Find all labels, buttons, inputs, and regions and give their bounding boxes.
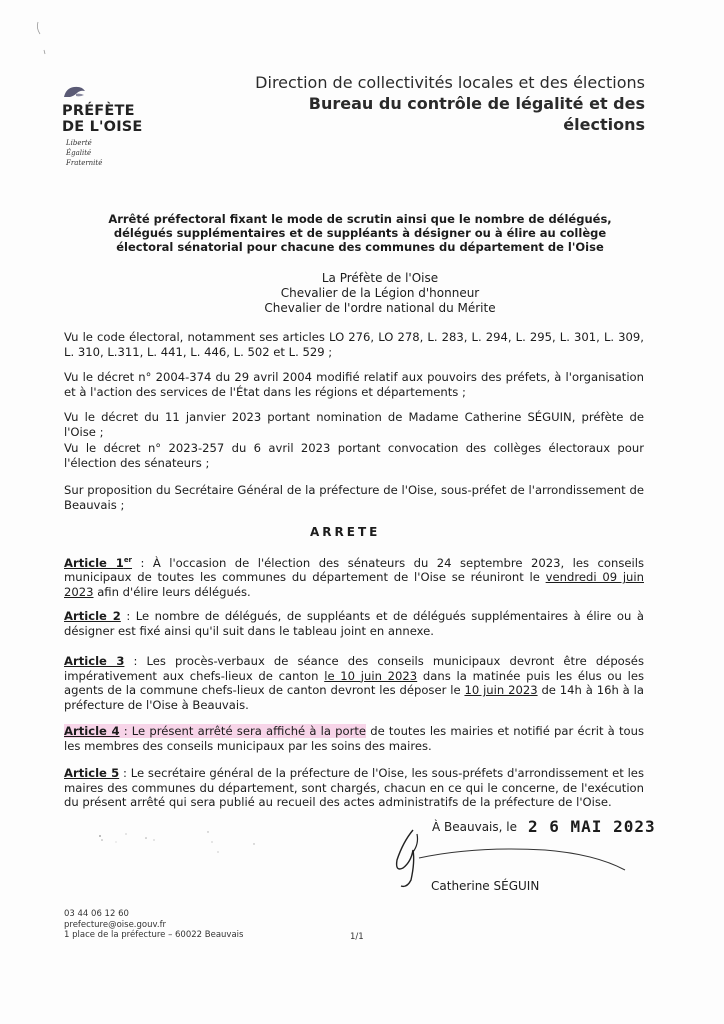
article-4-highlighted-text: : Le présent arrêté sera affiché à la porte [119,724,367,738]
article-4 [64,724,644,753]
consideration-decret-2004: Vu le décret n° 2004-374 du 29 avril 2004 modifié relatif aux pouvoirs des préfets, à l'organisation et à l'action des services de l'État dans les régions et départements ; [64,370,644,399]
article-3-label: Article 3 [64,654,125,668]
article-4-highlight [64,724,366,738]
article-2-label: Article 2 [64,609,121,623]
article-1 [64,553,644,599]
footer-phone: 03 44 06 12 60 [64,909,129,919]
prefecture-name [62,103,143,135]
footer-address: 1 place de la préfecture – 60022 Beauvais [64,930,244,940]
article-3-text: : Les procès-verbaux de séance des conseils municipaux devront être déposés impérativement aux chefs-lieux de canton [64,654,644,683]
consideration-decret-nomination: Vu le décret du 11 janvier 2023 portant nomination de Madame Catherine SÉGUIN, préfète de l'Oise ; [64,410,644,439]
article-3-text: dans la matinée puis les élus ou les agents de la commune chefs-lieux de canton devront les déposer le [64,668,644,697]
article-3-date-2: 10 juin 2023 [464,683,538,697]
arrete-heading: ARRETE [310,525,381,539]
article-3-date-1: le 10 juin 2023 [324,668,418,683]
prefecture-name-line1: PRÉFÈTE [62,103,135,119]
article-1-text: : À l'occasion de l'élection des sénateurs du 24 septembre 2023, les conseils municipaux de toutes les communes du département de l'Oise se réuniront le [64,555,644,585]
scan-artifact-mark [30,20,50,60]
consideration-proposition: Sur proposition du Secrétaire Général de la préfecture de l'Oise, sous-préfet de l'arrondissement de Beauvais ; [64,483,644,512]
signature-place: À Beauvais, le [432,820,517,834]
article-5-text: : Le secrétaire général de la préfecture de l'Oise, les sous-préfets d'arrondissement et les maires des communes du département, sont chargés, chacun en ce qui le concerne, de l'exécution du présent arrêté qui sera publié au recueil des actes administratifs de la préfecture de l'Oise. [64,766,644,809]
article-5 [64,766,644,810]
motto-liberte: Liberté [66,139,92,147]
article-1-text-end: afin d'élire leurs délégués. [93,584,251,599]
article-5-label: Article 5 [64,766,120,780]
footer-email: prefecture@oise.gouv.fr [64,919,167,930]
article-4-label: Article 4 [64,724,120,738]
signatory-block [230,271,530,316]
article-4-text: de toutes les mairies et notifié par écrit à tous les membres des conseils municipaux par les soins des maires. [64,724,644,753]
marianne-logo-icon [62,85,88,99]
signatory-line: La Préfète de l'Oise [321,271,439,285]
bureau-name: Bureau du contrôle de légalité et des élections [308,94,645,134]
consideration-code-electoral: Vu le code électoral, notamment ses articles LO 276, LO 278, L. 283, L. 294, L. 295, L. 301, L. 309, L. 310, L.311, L. 441, L. 446, L. 502 et L. 529 ; [64,330,644,359]
decree-title: Arrêté préfectoral fixant le mode de scrutin ainsi que le nombre de délégués, délégués supplémentaires et de suppléants à désigner ou à élire au collège électoral sénatorial pour chacune des communes du département de l'Oise [108,212,612,254]
page-number: 1/1 [350,932,364,942]
motto-fraternite: Fraternité [66,159,103,167]
signatory-line: Chevalier de l'ordre national du Mérite [264,301,496,315]
footer-contact [64,909,243,941]
signer-name: Catherine SÉGUIN [431,879,540,893]
date-stamp: 2 6 MAI 2023 [528,817,656,836]
article-2-text: : Le nombre de délégués, de suppléants et de délégués supplémentaires à élire ou à désigner est fixé ainsi qu'il suit dans le tableau joint en annexe. [64,609,644,638]
prefecture-name-line2: DE L'OISE [62,119,143,135]
article-3-text: de 14h à 16h à la préfecture de l'Oise à Beauvais. [64,683,644,712]
department-header [255,72,645,135]
scan-noise-marks [96,826,256,866]
republic-motto [66,138,102,168]
article-1-label: Article 1er [64,555,133,570]
consideration-decret-2023: Vu le décret n° 2023-257 du 6 avril 2023 portant convocation des collèges électoraux pour l'élection des sénateurs ; [64,441,644,470]
motto-egalite: Égalité [66,149,92,157]
article-2 [64,609,644,638]
article-1-date: vendredi 09 juin 2023 [64,570,644,599]
article-3 [64,654,644,712]
department-name: Direction de collectivités locales et des élections [255,73,645,92]
signatory-line: Chevalier de la Légion d'honneur [280,286,480,300]
